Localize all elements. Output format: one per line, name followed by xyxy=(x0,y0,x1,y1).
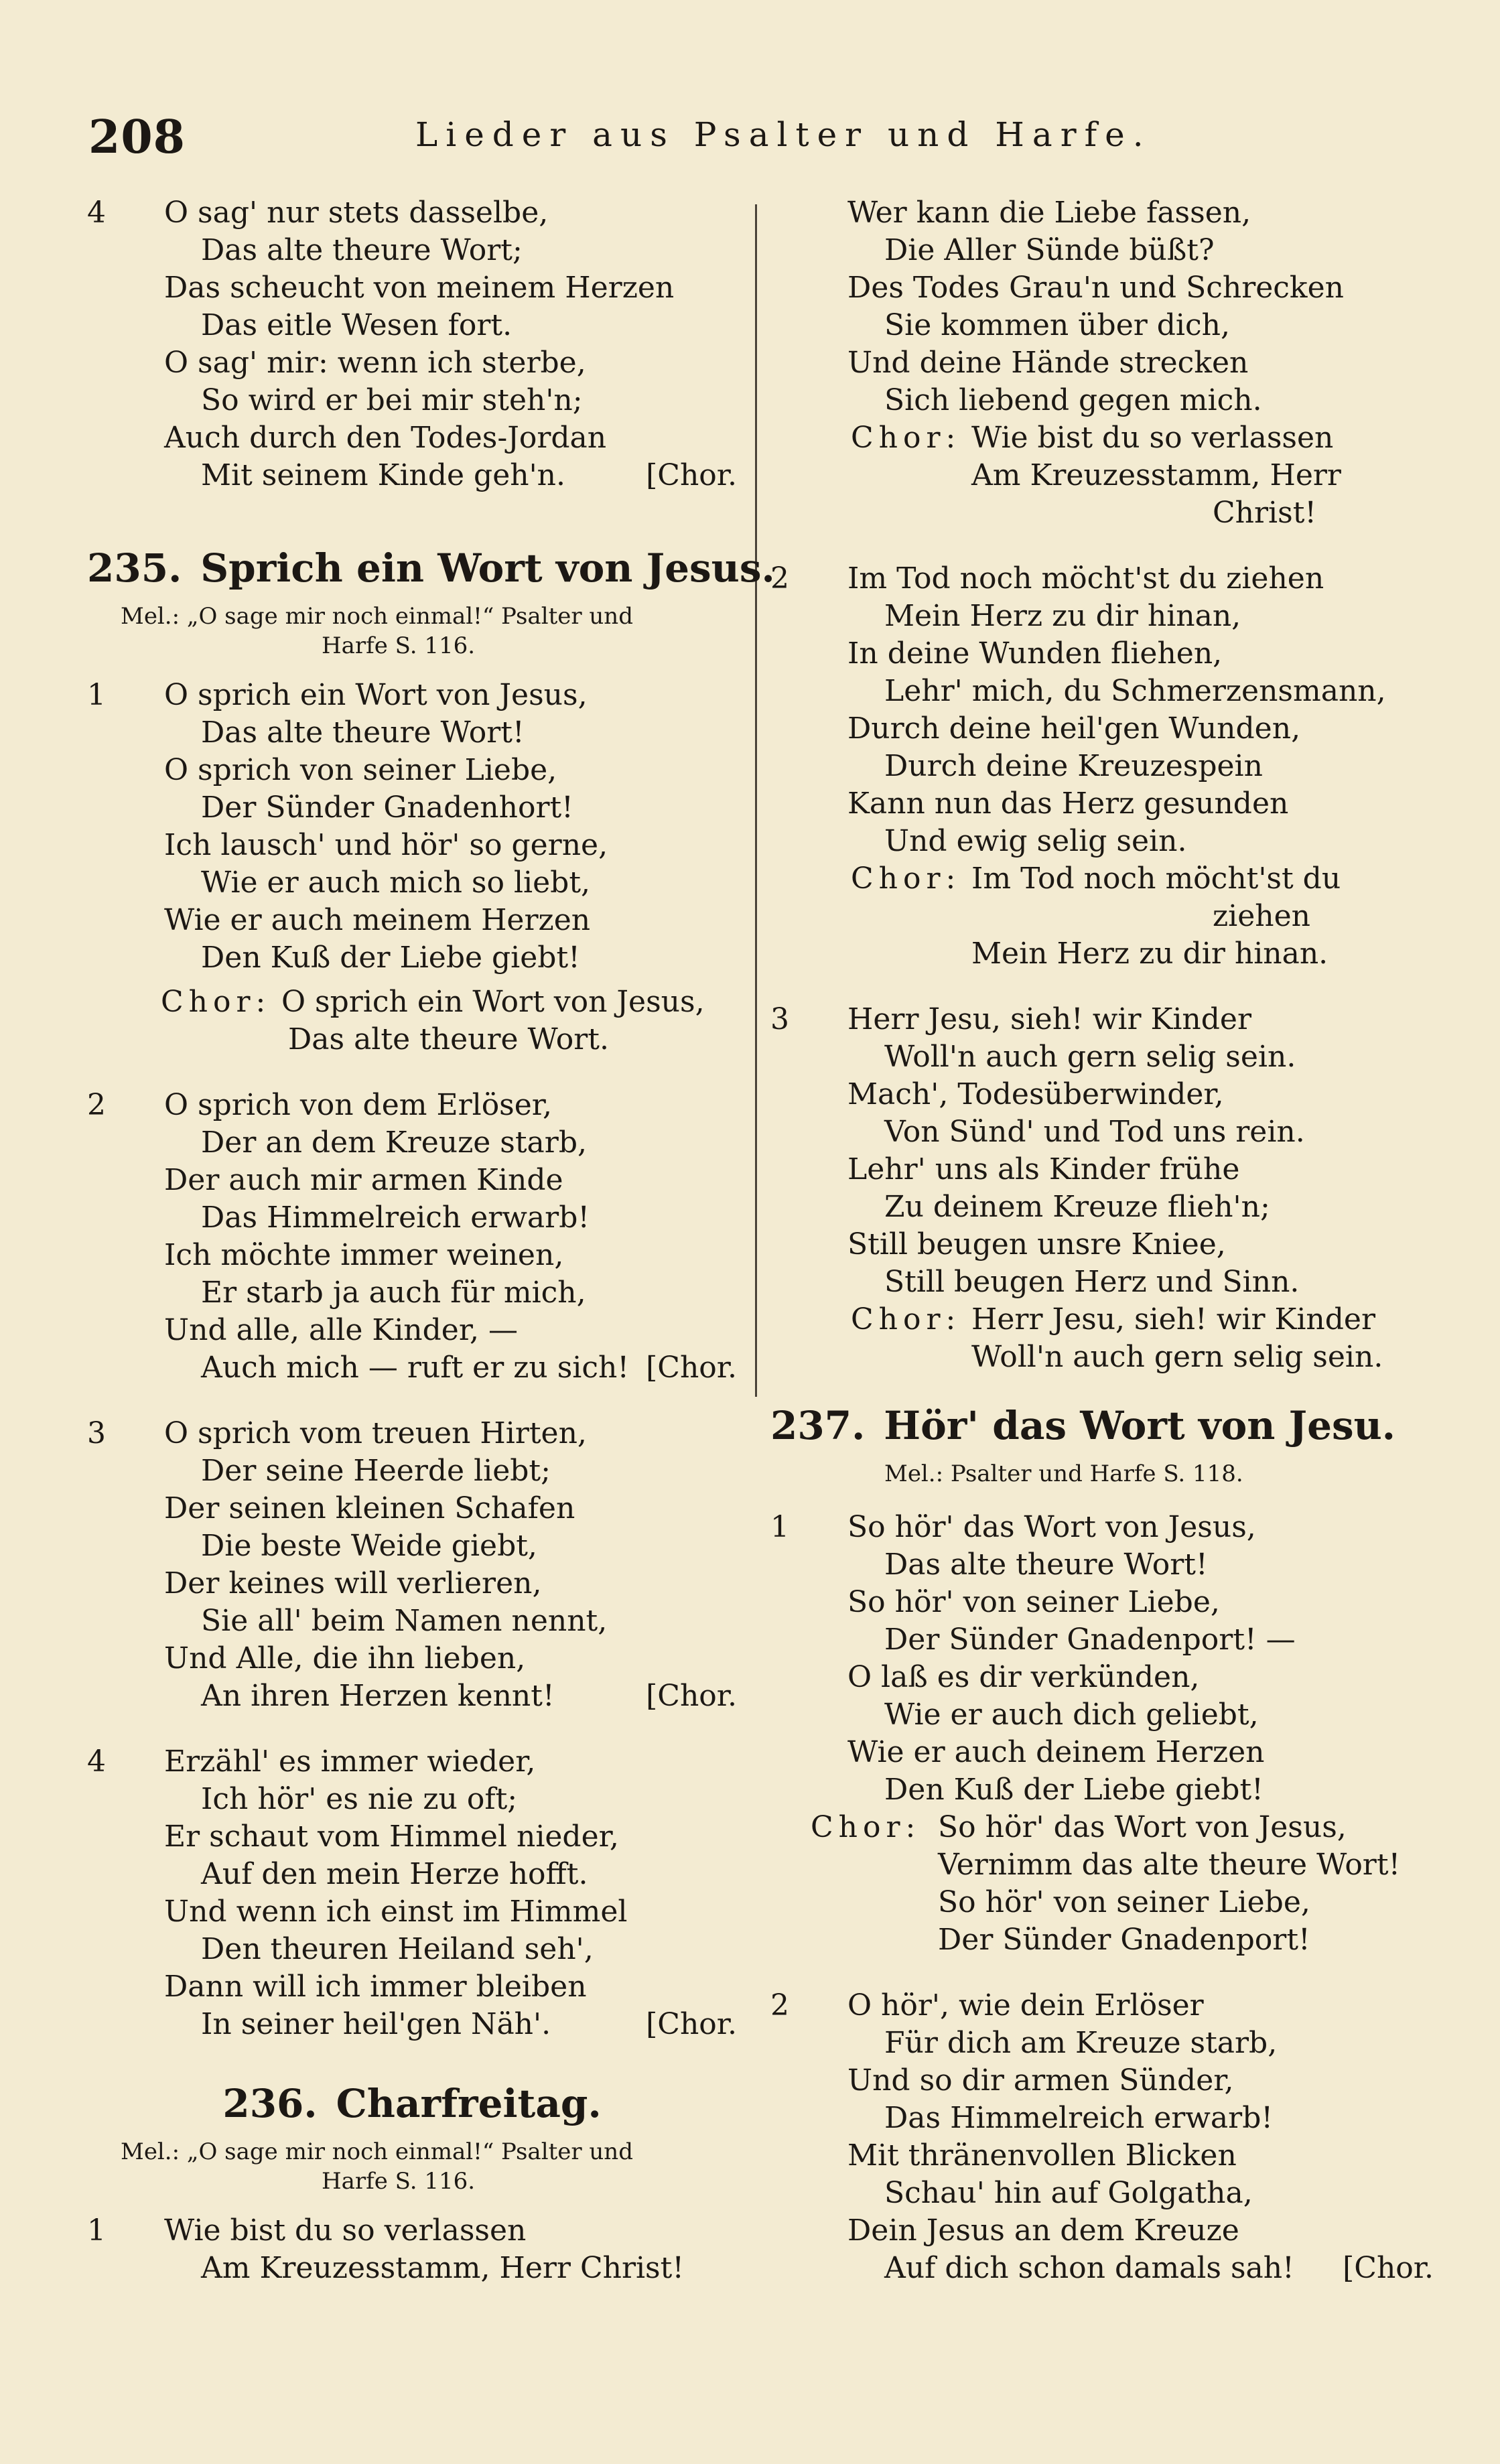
verse-line: Den Kuß der Liebe giebt! xyxy=(884,1773,1264,1807)
verse-line: Das alte theure Wort! xyxy=(201,715,525,750)
verse-line: Von Sünd' und Tod uns rein. xyxy=(884,1115,1305,1149)
verse-line: Er starb ja auch für mich, xyxy=(201,1276,586,1310)
verse-line: Schau' hin auf Golgatha, xyxy=(884,2176,1253,2210)
hymn-235-verse-4 xyxy=(87,1743,737,2043)
chorus-line: Chor: So hör' das Wort von Jesus, xyxy=(770,1809,1434,1846)
melody-note: Harfe S. 116. xyxy=(322,632,476,659)
verse-line: Ich lausch' und hör' so gerne, xyxy=(164,828,608,862)
verse-line: Der seine Heerde liebt; xyxy=(201,1454,551,1488)
verse-line: Auch mich — ruft er zu sich! [Chor. xyxy=(87,1349,737,1387)
verse-line: Lehr' mich, du Schmerzensmann, xyxy=(884,674,1386,708)
verse-line: Durch deine heil'gen Wunden, xyxy=(847,711,1301,746)
chorus-line: Christ! xyxy=(1213,496,1317,530)
chorus-ref: [Chor. xyxy=(646,2007,737,2041)
right-column xyxy=(770,194,1434,2287)
verse-line: 3 Herr Jesu, sieh! wir Kinder xyxy=(770,1002,1252,1036)
chorus-label: Chor: xyxy=(811,1810,921,1844)
chorus-line: So hör' von seiner Liebe, xyxy=(938,1885,1310,1919)
verse-line: 3 O sprich vom treuen Hirten, xyxy=(87,1416,587,1450)
verse-line: Sich liebend gegen mich. xyxy=(884,383,1262,417)
verse-line: Dann will ich immer bleiben xyxy=(164,1970,587,2004)
verse-line: Und alle, alle Kinder, — xyxy=(164,1313,519,1347)
chorus-ref: [Chor. xyxy=(646,458,737,492)
chorus-line: Vernimm das alte theure Wort! xyxy=(938,1848,1401,1882)
verse-line: Auch durch den Todes-Jordan xyxy=(164,421,607,455)
hymn-236-verse-2 xyxy=(770,560,1434,860)
chorus-label: Chor: xyxy=(851,421,961,455)
chorus-line: Mein Herz zu dir hinan. xyxy=(971,937,1328,971)
chorus-line: Chor: Wie bist du so verlassen xyxy=(770,419,1434,457)
verse-line: Das scheucht von meinem Herzen xyxy=(164,271,675,305)
chorus-line: Chor: Herr Jesu, sieh! wir Kinder xyxy=(770,1301,1434,1339)
hymn-235-verse-3 xyxy=(87,1415,737,1715)
verse-line: Kann nun das Herz gesunden xyxy=(847,786,1289,821)
verse-line: Der an dem Kreuze starb, xyxy=(201,1125,587,1160)
verse-line: Die Aller Sünde büßt? xyxy=(884,233,1215,267)
verse-line: O laß es dir verkünden, xyxy=(847,1660,1200,1694)
hymn-236-verse-3 xyxy=(770,1001,1434,1301)
verse-line: In deine Wunden fliehen, xyxy=(847,636,1223,671)
hymn-235-verse-2 xyxy=(87,1087,737,1387)
verse-line: Er schaut vom Himmel nieder, xyxy=(164,1820,619,1854)
hymn-235-verse-1 xyxy=(87,677,737,977)
verse-line: Des Todes Grau'n und Schrecken xyxy=(847,271,1344,305)
verse-line: In seiner heil'gen Näh'. [Chor. xyxy=(87,2006,737,2043)
verse-line: Und deine Hände strecken xyxy=(847,346,1249,380)
verse-line: Mit thränenvollen Blicken xyxy=(847,2138,1237,2173)
verse-line: Wie er auch dich geliebt, xyxy=(884,1698,1259,1732)
verse-line: Mein Herz zu dir hinan, xyxy=(884,599,1241,633)
chorus-ref: [Chor. xyxy=(646,1351,737,1385)
melody-note: Mel.: Psalter und Harfe S. 118. xyxy=(884,1460,1243,1487)
running-title: Lieder aus Psalter und Harfe. xyxy=(415,115,1152,154)
verse-line: Den theuren Heiland seh', xyxy=(201,1932,594,1966)
verse-line: Ich möchte immer weinen, xyxy=(164,1238,564,1272)
verse-line: Der keines will verlieren, xyxy=(164,1566,542,1600)
verse-line: Wie er auch deinem Herzen xyxy=(847,1735,1265,1769)
verse-line: 2 Im Tod noch möcht'st du ziehen xyxy=(770,561,1324,596)
verse-line: 1 O sprich ein Wort von Jesus, xyxy=(87,678,588,712)
verse-line: Dein Jesus an dem Kreuze xyxy=(847,2213,1239,2248)
verse-line: 1 So hör' das Wort von Jesus, xyxy=(770,1510,1256,1544)
verse-line: 2 O hör', wie dein Erlöser xyxy=(770,1988,1204,2023)
hymn-236-verse-1-continued xyxy=(770,194,1434,419)
verse-line: O sprich von seiner Liebe, xyxy=(164,753,557,787)
verse-line: Mit seinem Kinde geh'n. [Chor. xyxy=(87,457,737,494)
chorus-line: Der Sünder Gnadenport! xyxy=(938,1923,1310,1957)
verse-line: 1 Wie bist du so verlassen xyxy=(87,2213,527,2248)
verse-line: Woll'n auch gern selig sein. xyxy=(884,1040,1296,1074)
hymn-235-title: 235. Sprich ein Wort von Jesus. xyxy=(87,545,775,591)
verse-line: Auf dich schon damals sah! [Chor. xyxy=(770,2250,1434,2287)
verse-line: Und Alle, die ihn lieben, xyxy=(164,1641,526,1675)
chorus-ref: [Chor. xyxy=(1343,2251,1434,2285)
hymn-237-verse-1 xyxy=(770,1509,1434,1809)
verse-line: 4 O sag' nur stets dasselbe, xyxy=(87,196,549,230)
melody-note: Harfe S. 116. xyxy=(322,2168,476,2195)
hymn-236-verse-1 xyxy=(87,2212,737,2287)
hymn-237-title: 237. Hör' das Wort von Jesu. xyxy=(770,1403,1395,1448)
melody-note: Mel.: „O sage mir noch einmal!“ Psalter und xyxy=(121,603,633,630)
verse-line: Das Himmelreich erwarb! xyxy=(884,2101,1274,2135)
verse-line: 4 Erzähl' es immer wieder, xyxy=(87,1744,536,1779)
verse-line: Das Himmelreich erwarb! xyxy=(201,1201,590,1235)
chorus-line: Chor: O sprich ein Wort von Jesus, xyxy=(80,983,737,1021)
chorus-line: Das alte theure Wort. xyxy=(288,1022,609,1056)
verse-line: So wird er bei mir steh'n; xyxy=(201,383,583,417)
verse-line: Sie kommen über dich, xyxy=(884,308,1230,342)
verse-line: Still beugen Herz und Sinn. xyxy=(884,1265,1300,1299)
verse-line: Der Sünder Gnadenhort! xyxy=(201,791,573,825)
chorus-line: ziehen xyxy=(1213,899,1311,933)
verse-line: Wer kann die Liebe fassen, xyxy=(847,196,1251,230)
verse-line: Sie all' beim Namen nennt, xyxy=(201,1604,608,1638)
chorus-ref: [Chor. xyxy=(646,1679,737,1713)
melody-note: Mel.: „O sage mir noch einmal!“ Psalter und xyxy=(121,2138,633,2165)
verse-line: Am Kreuzesstamm, Herr Christ! xyxy=(201,2251,684,2285)
chorus-line: Chor: Im Tod noch möcht'st du xyxy=(770,860,1434,898)
verse-line: Und wenn ich einst im Himmel xyxy=(164,1895,628,1929)
verse-line: Und so dir armen Sünder, xyxy=(847,2063,1234,2098)
verse-line: Wie er auch meinem Herzen xyxy=(164,903,591,937)
verse-line: Der auch mir armen Kinde xyxy=(164,1163,563,1197)
verse-line: Für dich am Kreuze starb, xyxy=(884,2026,1278,2060)
hymn-237-verse-2 xyxy=(770,1987,1434,2287)
verse-line: Wie er auch mich so liebt, xyxy=(201,866,590,900)
verse-line: 2 O sprich von dem Erlöser, xyxy=(87,1088,552,1122)
verse-line: Das alte theure Wort! xyxy=(884,1548,1208,1582)
verse-line: Der seinen kleinen Schafen xyxy=(164,1491,575,1525)
verse-line: Zu deinem Kreuze flieh'n; xyxy=(884,1190,1270,1224)
chorus-line: Woll'n auch gern selig sein. xyxy=(971,1340,1383,1374)
verse-line: Und ewig selig sein. xyxy=(884,824,1187,858)
verse-4-continued xyxy=(87,194,737,494)
chorus-label: Chor: xyxy=(851,1302,961,1337)
verse-line: Die beste Weide giebt, xyxy=(201,1529,537,1563)
column-divider xyxy=(755,204,757,1397)
verse-line: Lehr' uns als Kinder frühe xyxy=(847,1152,1240,1186)
verse-line: An ihren Herzen kennt! [Chor. xyxy=(87,1678,737,1715)
chorus-label: Chor: xyxy=(851,862,961,896)
page-number: 208 xyxy=(88,111,186,164)
verse-line: Still beugen unsre Kniee, xyxy=(847,1227,1226,1261)
verse-line: Das alte theure Wort; xyxy=(201,233,523,267)
hymn-236-title: 236. Charfreitag. xyxy=(222,2081,602,2126)
left-column xyxy=(87,194,775,2287)
verse-line: So hör' von seiner Liebe, xyxy=(847,1585,1220,1619)
verse-line: Mach', Todesüberwinder, xyxy=(847,1077,1224,1111)
chorus-line: Am Kreuzesstamm, Herr xyxy=(971,458,1341,492)
verse-line: Auf den mein Herze hofft. xyxy=(201,1857,588,1891)
verse-line: O sag' mir: wenn ich sterbe, xyxy=(164,346,586,380)
verse-line: Der Sünder Gnadenport! — xyxy=(884,1623,1296,1657)
verse-line: Durch deine Kreuzespein xyxy=(884,749,1263,783)
verse-line: Den Kuß der Liebe giebt! xyxy=(201,941,580,975)
verse-line: Ich hör' es nie zu oft; xyxy=(201,1782,518,1816)
chorus-label: Chor: xyxy=(161,985,271,1019)
verse-line: Das eitle Wesen fort. xyxy=(201,308,513,342)
